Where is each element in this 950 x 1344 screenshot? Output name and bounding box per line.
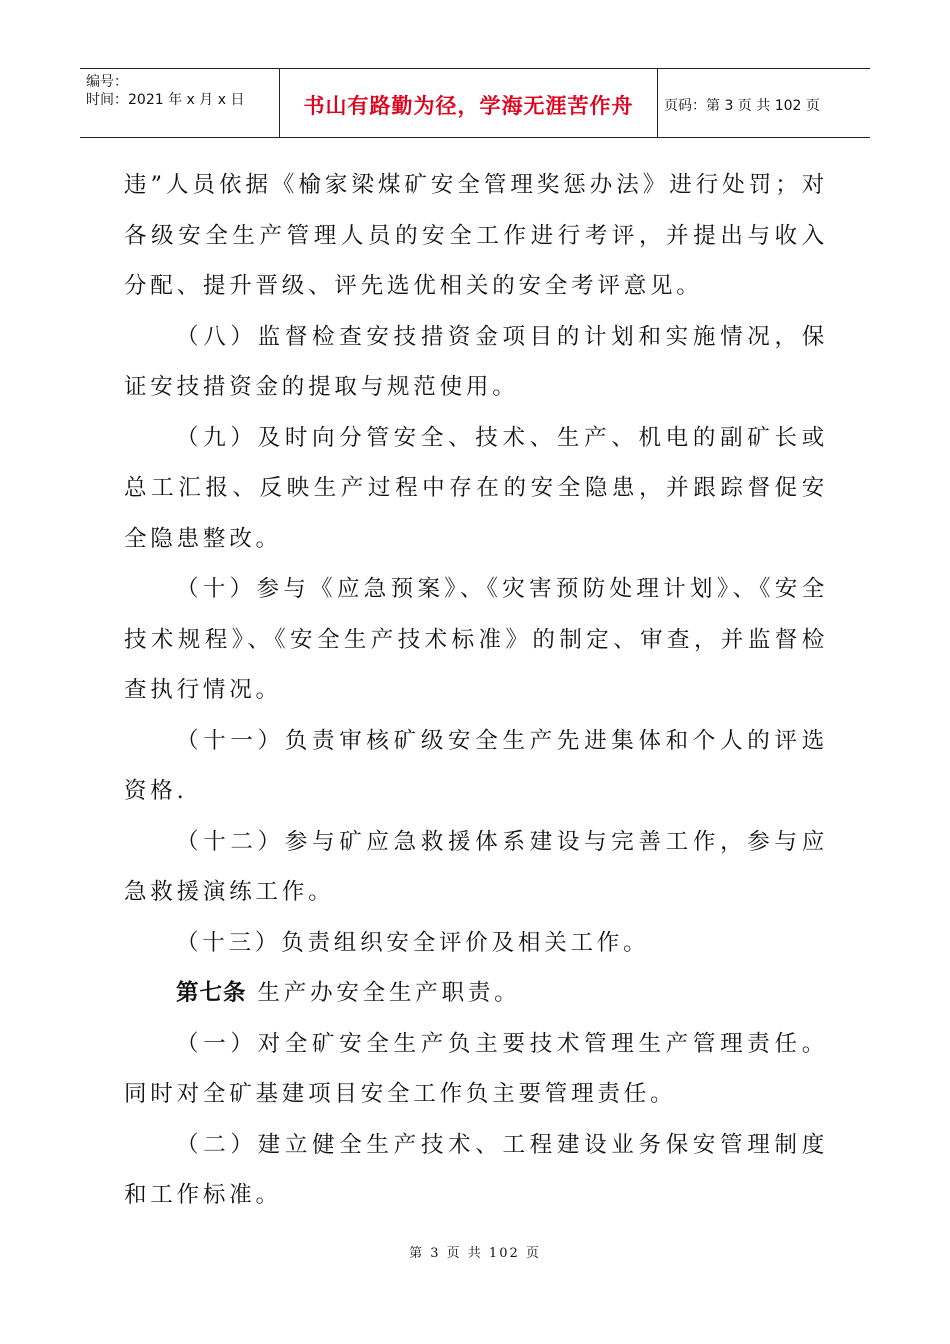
paragraph: 违”人员依据《榆家梁煤矿安全管理奖惩办法》进行处罚；对各级安全生产管理人员的安全工作进行考评，并提出与收入分配、提升晋级、评先选优相关的安全考评意见。 (124, 172, 828, 299)
page-header (80, 68, 870, 138)
page-footer: 第 3 页 共 102 页 (409, 1246, 541, 1261)
paragraph: （一）对全矿安全生产负主要技术管理生产管理责任。同时对全矿基建项目安全工作负主要管理责任。 (124, 1030, 828, 1107)
paragraph: （十二）参与矿应急救援体系建设与完善工作，参与应急救援演练工作。 (124, 828, 828, 905)
paragraph: （十）参与《应急预案》、《灾害预防处理计划》、《安全技术规程》、《安全生产技术标准》的制定、审查，并监督检查执行情况。 (124, 576, 828, 703)
paragraph: （十三）负责组织安全评价及相关工作。 (176, 929, 650, 956)
document-body (124, 160, 828, 1221)
paragraph: （十一）负责审核矿级安全生产先进集体和个人的评选资格. (124, 727, 828, 804)
header-meta (80, 69, 280, 137)
paragraph: （二）建立健全生产技术、工程建设业务保安管理制度和工作标准。 (124, 1131, 828, 1208)
article-number: 第七条 (176, 980, 247, 1006)
article-heading (124, 968, 828, 1019)
article-title: 生产办安全生产职责。 (246, 980, 521, 1006)
header-page-info: 页码：第 3 页 共 102 页 (664, 98, 820, 114)
paragraph: （九）及时向分管安全、技术、生产、机电的副矿长或总工汇报、反映生产过程中存在的安全隐患，并跟踪督促安全隐患整改。 (124, 424, 828, 552)
paragraph: （八）监督检查安技措资金项目的计划和实施情况，保证安技措资金的提取与规范使用。 (124, 323, 828, 400)
header-motto: 书山有路勤为径，学海无涯苦作舟 (303, 94, 634, 118)
document-number-label: 编号： (86, 74, 128, 90)
header-motto-cell (280, 69, 658, 137)
document-date: 时间：2021 年 x 月 x 日 (86, 92, 245, 108)
